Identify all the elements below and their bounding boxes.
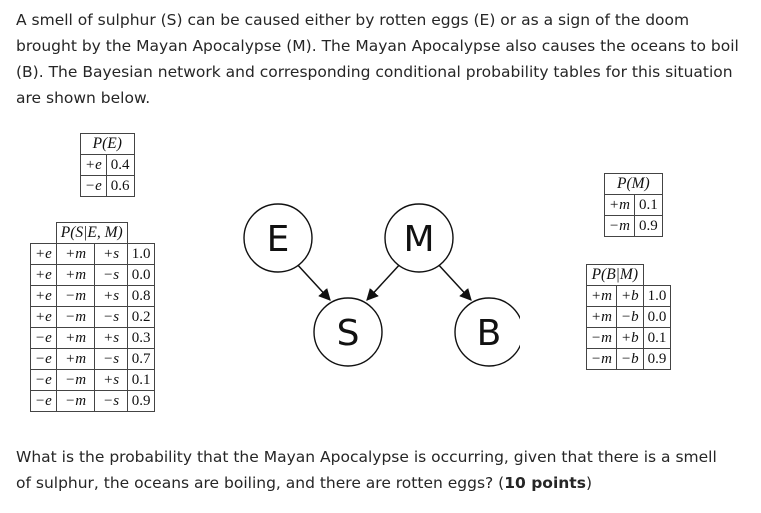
m-value: +m [56, 244, 95, 265]
m-value: +m [587, 286, 617, 307]
question-points: 10 points [504, 474, 586, 492]
m-value: +m [56, 349, 95, 370]
table-title: P(S|E, M) [56, 223, 127, 244]
probability-value: 0.2 [127, 307, 155, 328]
probability-value: 0.7 [127, 349, 155, 370]
m-value: −m [587, 328, 617, 349]
s-value: −s [95, 307, 127, 328]
e-value: −e [31, 349, 57, 370]
probability-value: 0.9 [127, 391, 155, 412]
edge-e-to-s [295, 262, 330, 300]
e-value: +e [31, 244, 57, 265]
table-row [31, 391, 155, 412]
table-p-m [604, 173, 663, 237]
e-value: −e [31, 370, 57, 391]
probability-value: 0.1 [634, 195, 662, 216]
table-p-e [80, 133, 135, 197]
edge-m-to-b [436, 262, 471, 300]
table-row [587, 349, 671, 370]
question-close: ) [585, 474, 592, 492]
m-value: +m [56, 265, 95, 286]
table-row [605, 216, 663, 237]
table-title: P(M) [605, 174, 663, 195]
probability-value: 0.9 [634, 216, 662, 237]
m-value: −m [56, 391, 95, 412]
b-value: −b [616, 307, 643, 328]
table-row [31, 328, 155, 349]
question-paragraph [16, 444, 736, 496]
s-value: +s [95, 328, 127, 349]
s-value: −s [95, 265, 127, 286]
s-value: +s [95, 370, 127, 391]
m-value: −m [56, 370, 95, 391]
node-b-label: B [476, 313, 502, 354]
e-value: +e [81, 155, 107, 176]
s-value: −s [95, 349, 127, 370]
m-value: −m [605, 216, 635, 237]
probability-value: 1.0 [127, 244, 155, 265]
node-b [455, 298, 520, 366]
table-row [587, 307, 671, 328]
probability-value: 0.0 [127, 265, 155, 286]
bayesian-network [230, 195, 520, 380]
e-value: +e [31, 265, 57, 286]
probability-value: 0.1 [643, 328, 671, 349]
node-e [244, 204, 312, 272]
intro-paragraph: A smell of sulphur (S) can be caused either by rotten eggs (E) or as a sign of the doom brought by the Mayan Apocalypse (M). The Mayan Apocalypse also causes the oceans to boil (B). The Bayesian network and corresponding conditional probability tables for this situation are shown below. [16, 11, 739, 107]
probability-value: 0.0 [643, 307, 671, 328]
node-e-label: E [266, 219, 290, 260]
table-p-b-given-m [586, 264, 671, 370]
m-value: −m [56, 286, 95, 307]
table-row [81, 176, 135, 197]
table-row [587, 286, 671, 307]
b-value: +b [616, 286, 643, 307]
table-title: P(B|M) [587, 265, 644, 286]
table-row [31, 307, 155, 328]
table-p-s-given-e-m [30, 222, 155, 412]
probability-value: 0.8 [127, 286, 155, 307]
m-value: −m [56, 307, 95, 328]
node-s [314, 298, 382, 366]
m-value: −m [587, 349, 617, 370]
probability-value: 1.0 [643, 286, 671, 307]
e-value: −e [31, 391, 57, 412]
question-text: What is the probability that the Mayan Apocalypse is occurring, given that there is a smell of sulphur, the oceans are boiling, and there are rotten eggs? ( [16, 448, 717, 492]
probability-value: 0.6 [106, 176, 134, 197]
table-row [605, 195, 663, 216]
probability-value: 0.1 [127, 370, 155, 391]
node-m [385, 204, 453, 272]
node-s-label: S [336, 313, 360, 354]
table-title: P(E) [81, 134, 135, 155]
s-value: +s [95, 244, 127, 265]
e-value: −e [31, 328, 57, 349]
probability-value: 0.9 [643, 349, 671, 370]
b-value: +b [616, 328, 643, 349]
b-value: −b [616, 349, 643, 370]
table-row [31, 244, 155, 265]
m-value: +m [605, 195, 635, 216]
probability-value: 0.4 [106, 155, 134, 176]
table-row [31, 349, 155, 370]
s-value: +s [95, 286, 127, 307]
table-row [31, 286, 155, 307]
s-value: −s [95, 391, 127, 412]
e-value: +e [31, 307, 57, 328]
m-value: +m [56, 328, 95, 349]
node-m-label: M [403, 219, 435, 260]
e-value: +e [31, 286, 57, 307]
e-value: −e [81, 176, 107, 197]
table-row [81, 155, 135, 176]
table-row [31, 370, 155, 391]
m-value: +m [587, 307, 617, 328]
table-row [31, 265, 155, 286]
probability-value: 0.3 [127, 328, 155, 349]
edge-m-to-s [367, 262, 402, 300]
table-row [587, 328, 671, 349]
